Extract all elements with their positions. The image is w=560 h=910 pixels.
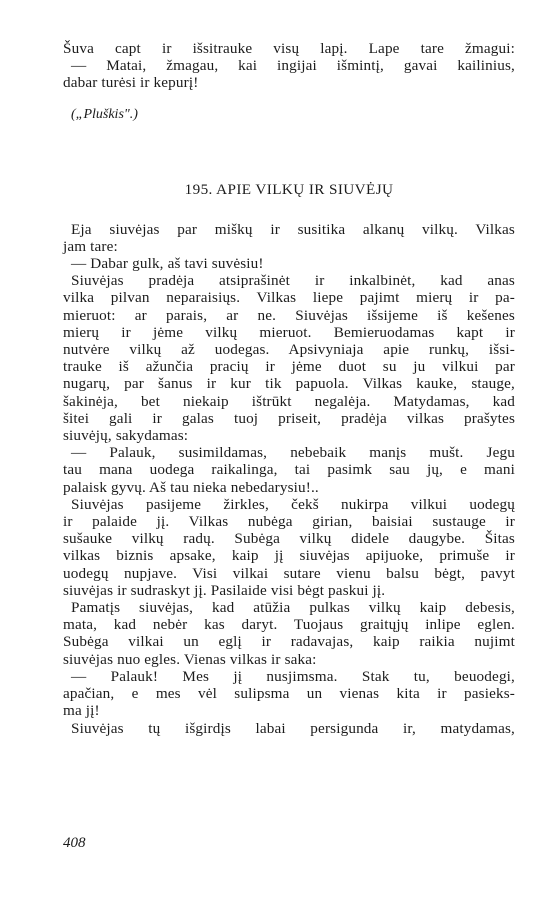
- text-line: mierų ir jėme vilkų mieruot. Bemieruodamas kapt ir: [63, 323, 515, 341]
- text-line: Subėga vilkai un eglį ir radavajas, kaip raikia nujimt: [63, 633, 515, 651]
- text-line: uodegų nupjave. Visi vilkai sutare vienu balsu bėgt, pavyt: [63, 564, 515, 582]
- section-heading: 195. APIE VILKŲ IR SIUVĖJŲ: [184, 180, 394, 198]
- text-line: ma jį!: [63, 702, 100, 720]
- text-line: nugarų, par šanus ir kur tik papuola. Vilkas kauke, stauge,: [63, 375, 515, 393]
- text-line: Eja siuvėjas par miškų ir susitika alkanų vilkų. Vilkas: [71, 220, 515, 238]
- text-line: trauke iš ažunčia pracių ir jėme duot su ju vilkui par: [63, 358, 515, 376]
- text-line: — Matai, žmagau, kai ingijai išmintį, gavai kailinius,: [71, 57, 515, 75]
- text-line: Siuvėjas tų išgirdįs labai persigunda ir, matydamas,: [71, 719, 515, 737]
- text-line: Pamatįs siuvėjas, kad atūžia pulkas vilkų kaip debesis,: [71, 599, 515, 617]
- page-number: 408: [63, 835, 86, 851]
- text-line: ir palaide jį. Vilkas nubėga girian, baisiai sustauge ir: [63, 513, 515, 531]
- text-line: mieruot: ar parais, ar ne. Siuvėjas išsijeme iš kešenes: [63, 306, 515, 324]
- text-line: mata, kad nebėr kas daryt. Tuojaus graitųjų inlipe eglen.: [63, 616, 515, 634]
- source-citation: („Pluškis".): [71, 106, 138, 122]
- text-line: šakinėja, bet niekaip ištrūkt negalėja. Matydamas, kad: [63, 392, 515, 410]
- text-line: apačian, e mes vėl sulipsma un vienas kita ir pasieks-: [63, 685, 515, 703]
- text-line: — Palauk, susimildamas, nebebaik manįs mušt. Jegu: [71, 444, 515, 462]
- text-line: sušauke vilkų radų. Subėga vilkų didele daugybe. Šitas: [63, 530, 515, 548]
- text-line: dabar turėsi ir kepurį!: [63, 74, 199, 92]
- text-line: šitei gali ir galas tuoj priseit, pradėja vilkas prašytes: [63, 409, 515, 427]
- text-line: Siuvėjas pradėja atsiprašinėt ir inkalbinėt, kad anas: [71, 272, 515, 290]
- text-line: — Palauk! Mes jį nusjimsma. Stak tu, beuodegi,: [71, 667, 515, 685]
- text-line: Šuva capt ir išsitrauke visų lapį. Lape tare žmagui:: [63, 40, 515, 57]
- text-line: tau mana uodega raikalinga, tai pasimk sau jų, e mani: [63, 461, 515, 479]
- book-page: [63, 40, 515, 737]
- text-line: — Dabar gulk, aš tavi suvėsiu!: [71, 255, 264, 273]
- text-line: siuvėjų, sakydamas:: [63, 427, 189, 445]
- text-line: vilka pilvan neparaisiųs. Vilkas liepe pajimt mierų ir pa-: [63, 289, 515, 307]
- text-line: siuvėjas nuo egles. Vienas vilkas ir saka:: [63, 650, 317, 668]
- text-line: nutvėre vilkų až uodegas. Apsivyniaja apie runkų, išsi-: [63, 341, 515, 359]
- text-line: palaisk gyvų. Aš tau nieka nebedarysiu!..: [63, 478, 319, 496]
- text-line: Siuvėjas pasijeme žirkles, čekš nukirpa vilkui uodegų: [71, 495, 515, 513]
- text-line: siuvėjas ir sudraskyt jį. Pasilaide visi bėgt paskui jį.: [63, 581, 386, 599]
- text-line: jam tare:: [63, 237, 118, 255]
- text-line: vilkas biznis apsake, kaip jį siuvėjas apijuoke, primuše ir: [63, 547, 515, 565]
